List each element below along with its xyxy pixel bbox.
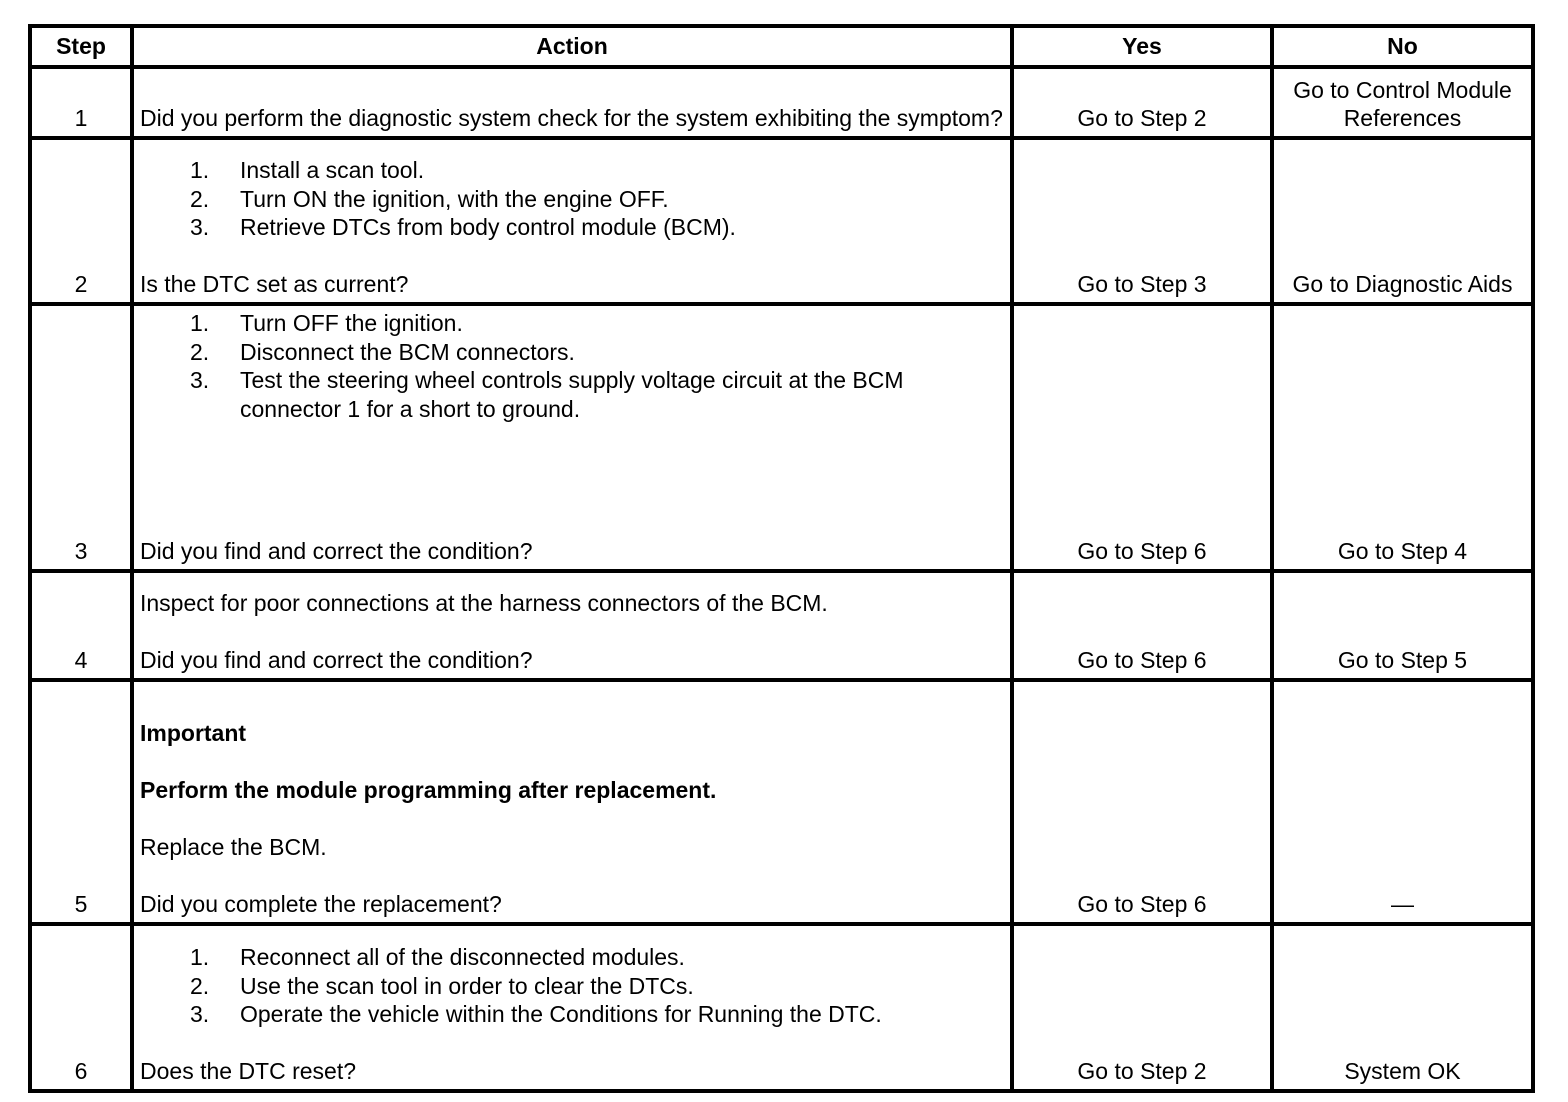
list-text: Operate the vehicle within the Conditions for Running the DTC.: [240, 1001, 882, 1028]
no-cell: Go to Step 4: [1272, 304, 1533, 571]
action-question: Did you find and correct the condition?: [140, 538, 533, 565]
action-text: Replace the BCM.: [140, 834, 327, 861]
action-question: Did you perform the diagnostic system check for the system exhibiting the symptom?: [140, 105, 1003, 132]
list-text: Turn ON the ignition, with the engine OFF.: [240, 185, 669, 212]
list-item: [140, 338, 1004, 367]
list-text: Reconnect all of the disconnected modules.: [240, 944, 685, 970]
action-cell: [132, 304, 1012, 571]
step-number: 6: [30, 924, 132, 1091]
action-question: Does the DTC reset?: [140, 1058, 357, 1085]
list-item: [140, 972, 1004, 1001]
procedure-list: [140, 309, 1004, 423]
header-yes: Yes: [1012, 26, 1272, 67]
step-number: 4: [30, 571, 132, 680]
list-number: 2.: [190, 338, 210, 365]
list-number: 1.: [190, 944, 210, 970]
spacer: [140, 1029, 1004, 1058]
no-cell: Go to Diagnostic Aids: [1272, 138, 1533, 304]
action-question: Did you find and correct the condition?: [140, 647, 533, 674]
step-number: 1: [30, 67, 132, 138]
table-row: [30, 924, 1533, 1091]
yes-cell: Go to Step 6: [1012, 304, 1272, 571]
action-cell: [132, 571, 1012, 680]
list-item: [140, 185, 1004, 214]
spacer: [140, 618, 1004, 647]
step-number: 5: [30, 680, 132, 924]
step-number: 2: [30, 138, 132, 304]
list-item: [140, 213, 1004, 242]
spacer: [140, 747, 1004, 776]
no-cell: System OK: [1272, 924, 1533, 1091]
procedure-list: [140, 156, 1004, 242]
action-cell: [132, 67, 1012, 138]
yes-cell: Go to Step 6: [1012, 571, 1272, 680]
spacer: [140, 242, 1004, 271]
yes-cell: Go to Step 3: [1012, 138, 1272, 304]
table-row: [30, 138, 1533, 304]
no-cell: Go to Step 5: [1272, 571, 1533, 680]
list-number: 1.: [190, 157, 210, 184]
action-cell: [132, 138, 1012, 304]
list-number: 2.: [190, 185, 210, 212]
list-text: Disconnect the BCM connectors.: [240, 338, 575, 365]
action-question: Did you complete the replacement?: [140, 891, 502, 918]
header-row: [30, 26, 1533, 67]
header-no: No: [1272, 26, 1533, 67]
list-text: Use the scan tool in order to clear the DTCs.: [240, 972, 694, 999]
list-item: [140, 943, 1004, 972]
list-text: Install a scan tool.: [240, 157, 425, 184]
list-item: [140, 309, 1004, 338]
table-row: [30, 571, 1533, 680]
action-cell: [132, 680, 1012, 924]
action-cell: [132, 924, 1012, 1091]
header-step: Step: [30, 26, 132, 67]
yes-cell: Go to Step 2: [1012, 67, 1272, 138]
list-text: Retrieve DTCs from body control module (BCM).: [240, 214, 736, 241]
list-number: 1.: [190, 310, 210, 336]
action-text: Inspect for poor connections at the harness connectors of the BCM.: [140, 590, 828, 617]
list-item: [140, 1000, 1004, 1029]
yes-cell: Go to Step 2: [1012, 924, 1272, 1091]
action-question: Is the DTC set as current?: [140, 271, 409, 298]
list-text: Test the steering wheel controls supply voltage circuit at the BCM connector 1 for a short to ground.: [240, 367, 904, 422]
list-number: 3.: [190, 1001, 210, 1028]
spacer: [140, 862, 1004, 891]
list-item: [140, 156, 1004, 185]
list-number: 3.: [190, 214, 210, 241]
spacer: [140, 423, 1004, 537]
spacer: [140, 805, 1004, 834]
important-text: Perform the module programming after replacement.: [140, 777, 717, 803]
diagnostic-table: [28, 24, 1535, 1093]
important-label: Important: [140, 719, 247, 746]
list-text: Turn OFF the ignition.: [240, 310, 463, 336]
no-cell: Go to Control Module References: [1272, 67, 1533, 138]
header-action: Action: [132, 26, 1012, 67]
step-number: 3: [30, 304, 132, 571]
list-number: 2.: [190, 972, 210, 999]
table-row: [30, 67, 1533, 138]
yes-cell: Go to Step 6: [1012, 680, 1272, 924]
list-number: 3.: [190, 367, 210, 394]
table-row: [30, 680, 1533, 924]
table-row: [30, 304, 1533, 571]
procedure-list: [140, 943, 1004, 1029]
no-cell: —: [1272, 680, 1533, 924]
list-item: [140, 366, 1004, 423]
